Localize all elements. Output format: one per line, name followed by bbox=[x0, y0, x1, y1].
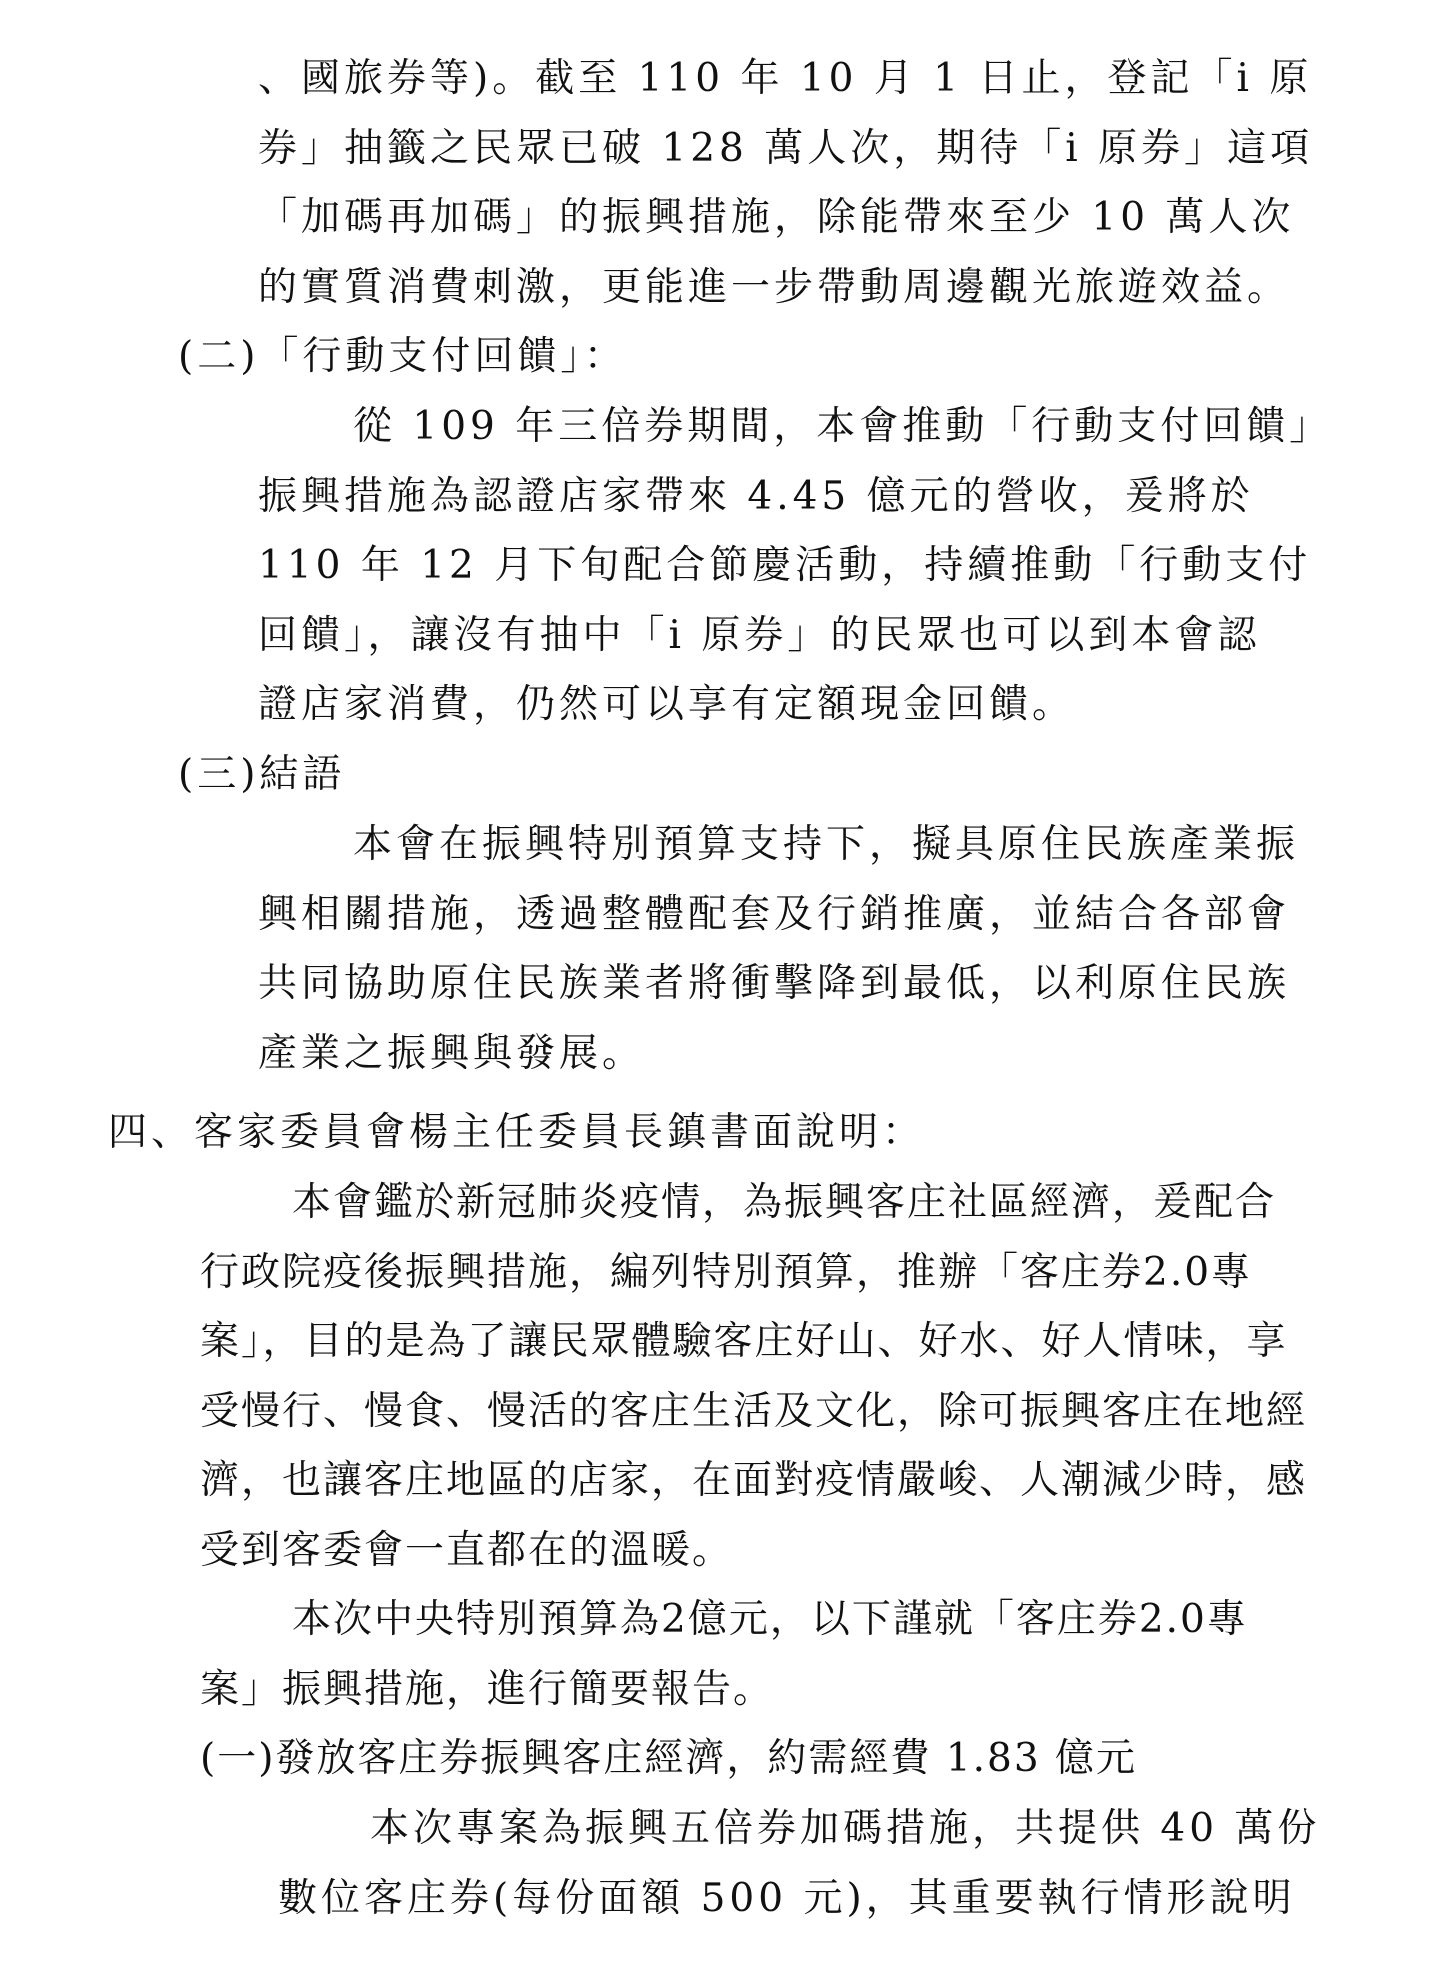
section-2-paragraph bbox=[258, 392, 1332, 740]
text-line: 券」抽籤之民眾已破 128 萬人次，期待「i 原券」這項 bbox=[258, 125, 1314, 171]
continued-paragraph bbox=[258, 44, 1313, 322]
text-line: 案」，目的是為了讓民眾體驗客庄好山、好水、好人情味，享 bbox=[200, 1319, 1288, 1364]
subsection-1-heading: (一)發放客庄券振興客庄經濟，約需經費 1.83 億元 bbox=[200, 1736, 1138, 1781]
part-4-paragraph-2 bbox=[200, 1585, 1248, 1724]
text-line: 本會在振興特別預算支持下，擬具原住民族產業振 bbox=[353, 822, 1300, 867]
text-line: 110 年 12 月下旬配合節慶活動，持續推動「行動支付 bbox=[258, 543, 1312, 588]
text-line: 行政院疫後振興措施，編列特別預算，推辦「客庄券2.0專 bbox=[200, 1249, 1253, 1295]
section-3-heading: (三)結語 bbox=[178, 752, 346, 797]
text-line: 從 109 年三倍券期間，本會推動「行動支付回饋」 bbox=[353, 404, 1333, 449]
text-line: 本次中央特別預算為2億元，以下謹就「客庄券2.0專 bbox=[292, 1597, 1248, 1642]
text-line: 本會鑑於新冠肺炎疫情，為振興客庄社區經濟，爰配合 bbox=[292, 1180, 1277, 1225]
text-line: 共同協助原住民族業者將衝擊降到最低，以利原住民族 bbox=[258, 961, 1291, 1006]
text-line: 受到客委會一直都在的溫暖。 bbox=[200, 1527, 734, 1573]
section-3-paragraph bbox=[258, 810, 1299, 1088]
text-line: 濟，也讓客庄地區的店家，在面對疫情嚴峻、人潮減少時，感 bbox=[200, 1458, 1308, 1503]
text-line: 產業之振興與發展。 bbox=[258, 1030, 646, 1076]
part-4-paragraph-1 bbox=[200, 1168, 1307, 1585]
text-line: 振興措施為認證店家帶來 4.45 億元的營收，爰將於 bbox=[258, 473, 1254, 519]
subsection-1-paragraph bbox=[278, 1794, 1320, 1933]
part-4-heading: 四、客家委員會楊主任委員長鎮書面說明： bbox=[108, 1110, 926, 1155]
text-line: 回饋」，讓沒有抽中「i 原券」的民眾也可以到本會認 bbox=[258, 612, 1261, 658]
text-line: 受慢行、慢食、慢活的客庄生活及文化，除可振興客庄在地經 bbox=[200, 1388, 1308, 1434]
text-line: 的實質消費刺激，更能進一步帶動周邊觀光旅遊效益。 bbox=[258, 264, 1291, 310]
text-line: 「加碼再加碼」的振興措施，除能帶來至少 10 萬人次 bbox=[258, 195, 1295, 240]
text-line: 興相關措施，透過整體配套及行銷推廣，並結合各部會 bbox=[258, 891, 1291, 937]
text-line: 數位客庄券(每份面額 500 元)，其重要執行情形說明 bbox=[278, 1875, 1296, 1921]
section-2-heading: (二)「行動支付回饋」： bbox=[178, 334, 627, 379]
text-line: 證店家消費，仍然可以享有定額現金回饋。 bbox=[258, 682, 1076, 727]
text-line: 本次專案為振興五倍券加碼措施，共提供 40 萬份 bbox=[370, 1806, 1321, 1851]
text-line: 、國旅券等)。截至 110 年 10 月 1 日止，登記「i 原 bbox=[258, 56, 1313, 101]
text-line: 案」振興措施，進行簡要報告。 bbox=[200, 1666, 775, 1712]
